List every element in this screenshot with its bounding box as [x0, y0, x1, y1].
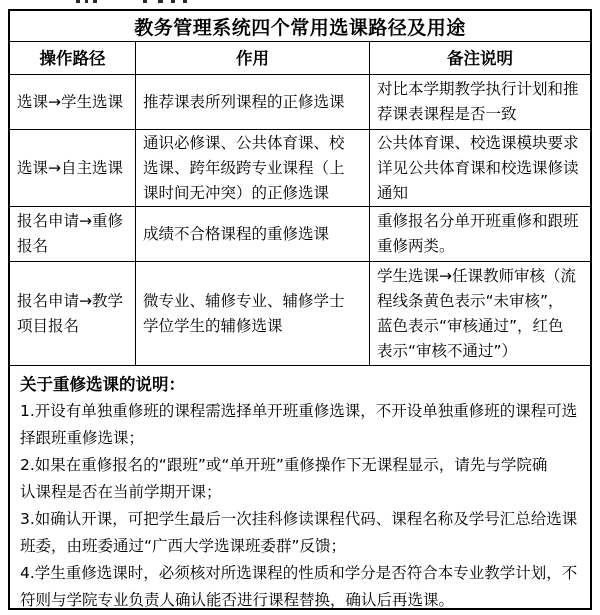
cell-purpose: 通识必修课、公共体育课、校 选课、跨年级跨专业课程（上 课时间无冲突）的正修选课	[136, 130, 370, 206]
cell-purpose: 推荐课表所列课程的正修选课	[136, 75, 370, 129]
cell-path: 报名申请→教学 项目报名	[10, 262, 136, 365]
cropped-text-remnant	[85, 0, 88, 3]
table-row	[10, 75, 590, 130]
notes-body: 1.开设有单独重修班的课程需选择单开班重修选课，不开设单独重修班的课程可选 择跟班重修选课； 2.如果在重修报名的“跟班”或“单开班”重修操作下无课程显示，请先与学院确 认课程是否在当前学期开课； 3.如确认开课，可把学生最后一次挂科修读课程代码、课程名称及学号汇总给选课 班委，由班委通过“广西大学选课班委群”反馈； 4.学生重修选课时，必须核对所选课程的性质和学分是否符合本专业教学计划，不 符则与学院专业负责人确认能否进行课程替换，确认后再选课。	[20, 402, 578, 608]
cell-purpose: 成绩不合格课程的重修选课	[136, 207, 370, 261]
table-row	[10, 262, 590, 366]
cell-path: 报名申请→重修 报名	[10, 207, 136, 261]
cell-remark: 学生选课→任课教师审核（流 程线条黄色表示“未审核”， 蓝色表示“审核通过”，红色 表示“审核不通过”）	[377, 266, 576, 360]
table-title: 教务管理系统四个常用选课路径及用途	[10, 11, 590, 42]
course-selection-table	[8, 9, 592, 610]
cropped-text-remnant	[143, 0, 147, 3]
cell-path: 选课→自主选课	[10, 130, 136, 206]
table-row	[10, 130, 590, 207]
cropped-text-remnant	[158, 0, 163, 3]
cropped-text-remnant	[171, 0, 175, 3]
cell-purpose: 微专业、辅修专业、辅修学士 学位学生的辅修选课	[136, 262, 370, 365]
cell-remark: 重修报名分单开班重修和跟班 重修两类。	[377, 212, 579, 255]
retake-notes-section	[10, 366, 590, 608]
table-row	[10, 207, 590, 262]
table-header-row	[10, 42, 590, 75]
cell-remark: 对比本学期教学执行计划和推 荐课表课程是否一致	[377, 80, 579, 123]
cropped-text-remnant	[183, 0, 187, 3]
cropped-text-remnant	[93, 0, 97, 3]
notes-heading: 关于重修选课的说明：	[20, 375, 185, 394]
header-remark: 备注说明	[447, 48, 513, 68]
cell-path: 选课→学生选课	[10, 75, 136, 129]
header-purpose: 作用	[136, 42, 370, 74]
header-path: 操作路径	[10, 42, 136, 74]
cell-remark: 公共体育课、校选课模块要求 详见公共体育课和校选课修读 通知	[377, 133, 579, 202]
cropped-text-remnant	[76, 0, 80, 3]
